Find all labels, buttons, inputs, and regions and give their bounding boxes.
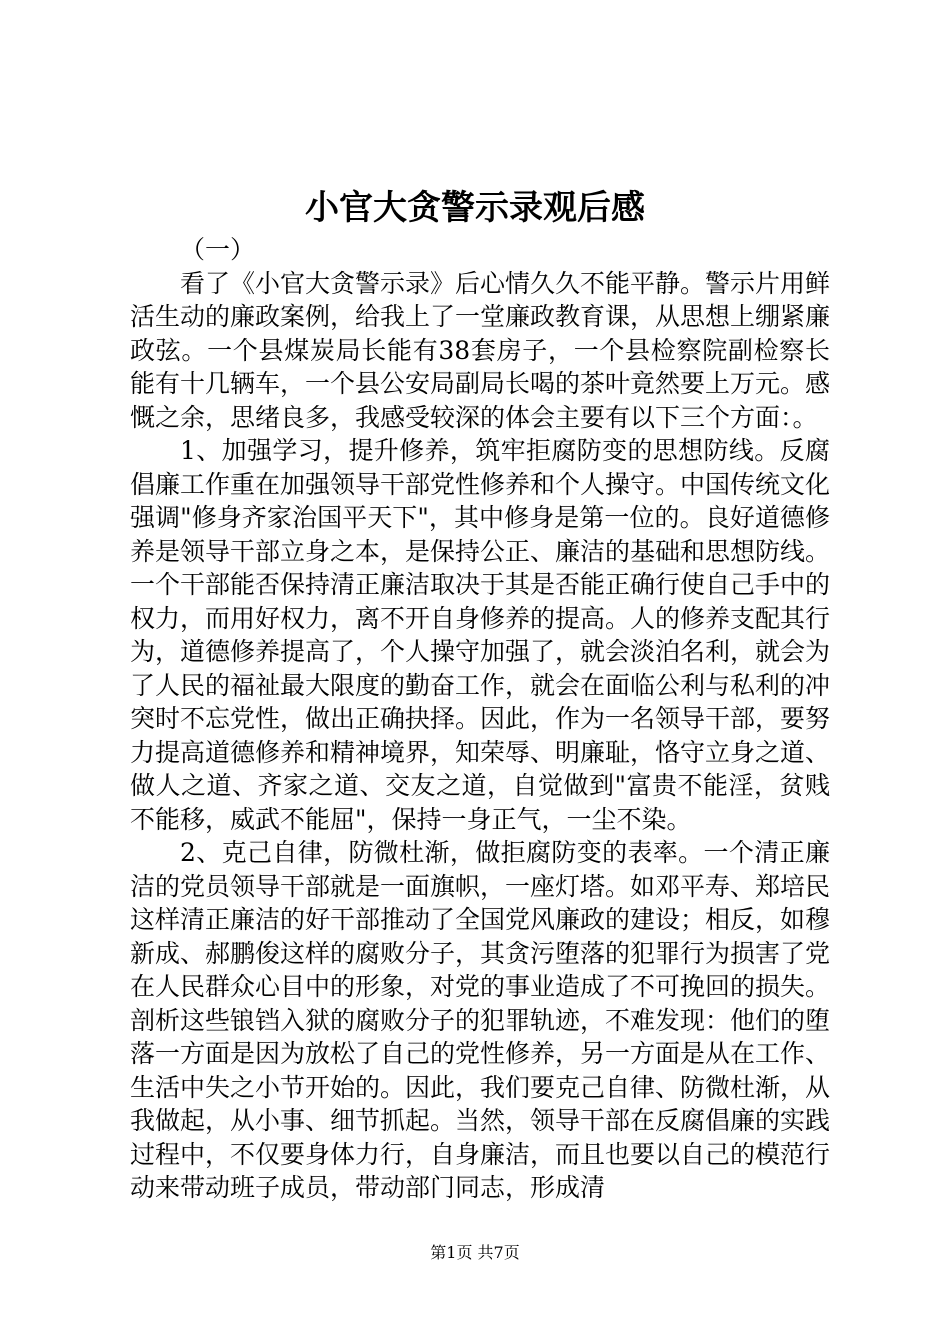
document-title: 小官大贪警示录观后感 <box>305 188 645 228</box>
section-subheading: （一） <box>180 235 256 264</box>
page-footer: 第1页 共7页 <box>430 1243 520 1262</box>
paragraph-intro: 看了《小官大贪警示录》后心情久久不能平静。警示片用鲜活生动的廉政案例，给我上了一堂廉政教育课，从思想上绷紧廉政弦。一个县煤炭局长能有38套房子，一个县检察院副检察长能有十几辆车，一个县公安局副局长喝的茶叶竟然要上万元。感慨之余，思绪良多，我感受较深的体会主要有以下三个方面：。 <box>130 268 831 432</box>
document-body <box>130 233 830 1205</box>
paragraph-point-2: 2、克己自律，防微杜渐，做拒腐防变的表率。一个清正廉洁的党员领导干部就是一面旗帜，一座灯塔。如邓平寿、郑培民这样清正廉洁的好干部推动了全国党风廉政的建设；相反，如穆新成、郝鹏俊这样的腐败分子，其贪污堕落的犯罪行为损害了党在人民群众心目中的形象，对党的事业造成了不可挽回的损失。剖析这些锒铛入狱的腐败分子的犯罪轨迹，不难发现：他们的堕落一方面是因为放松了自己的党性修养，另一方面是从在工作、生活中失之小节开始的。因此，我们要克己自律、防微杜渐，从我做起，从小事、细节抓起。当然，领导干部在反腐倡廉的实践过程中，不仅要身体力行，自身廉洁，而且也要以自己的模范行动来带动班子成员，带动部门同志，形成清 <box>130 838 831 1202</box>
paragraph-point-1: 1、加强学习，提升修养，筑牢拒腐防变的思想防线。反腐倡廉工作重在加强领导干部党性修养和个人操守。中国传统文化强调"修身齐家治国平天下"，其中修身是第一位的。良好道德修养是领导干部立身之本，是保持公正、廉洁的基础和思想防线。一个干部能否保持清正廉洁取决于其是否能正确行使自己手中的权力，而用好权力，离不开自身修养的提高。人的修养支配其行为，道德修养提高了，个人操守加强了，就会淡泊名利，就会为了人民的福祉最大限度的勤奋工作，就会在面临公利与私利的冲突时不忘党性，做出正确抉择。因此，作为一名领导干部，要努力提高道德修养和精神境界，知荣辱、明廉耻，恪守立身之道、做人之道、齐家之道、交友之道，自觉做到"富贵不能淫，贫贱不能移，威武不能屈"，保持一身正气，一尘不染。 <box>130 436 831 834</box>
